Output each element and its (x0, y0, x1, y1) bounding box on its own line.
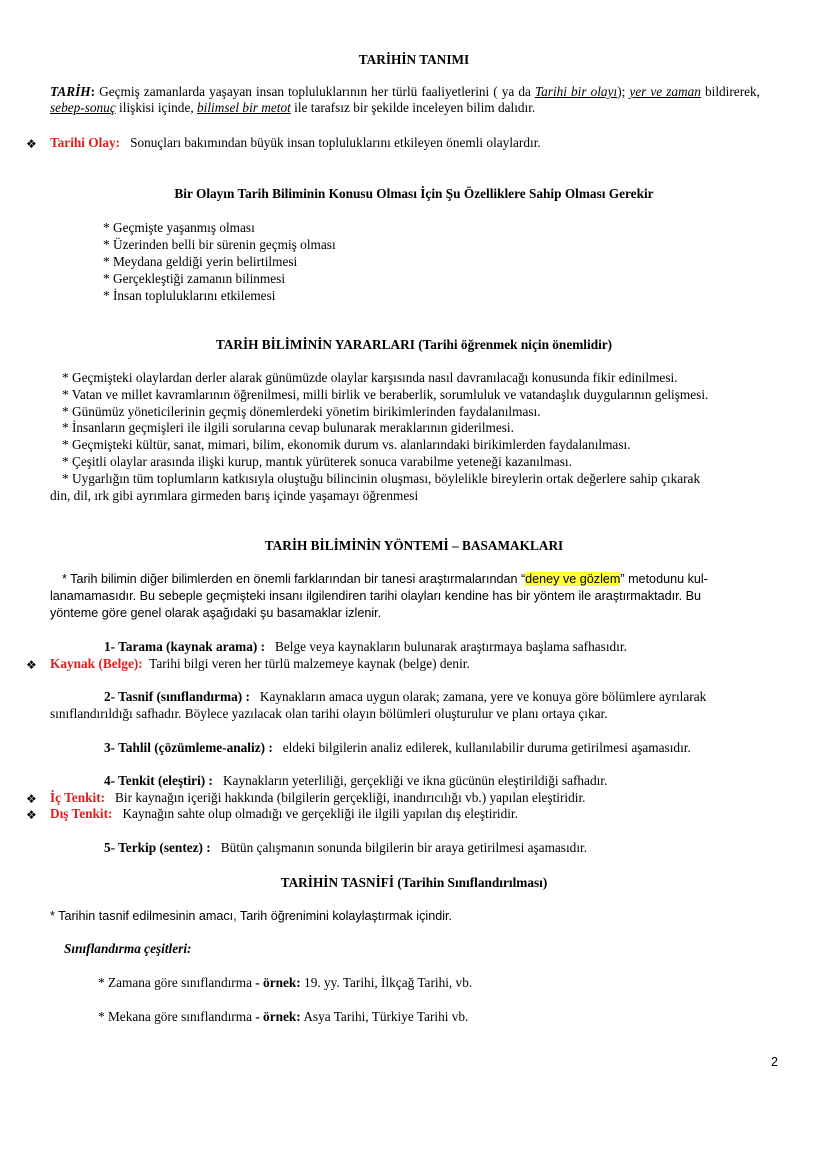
step-1: 1- Tarama (kaynak arama) : Belge veya kaynakların bulunarak araştırmaya başlama safhasıdır. (104, 639, 627, 654)
diamond-bullet-icon: ❖ (26, 137, 37, 151)
list-item-continuation: din, dil, ırk gibi ayrımlara girmeden barış içinde yaşamayı öğrenmesi (50, 487, 419, 503)
list-item: * Geçmişte yaşanmış olması (103, 220, 255, 235)
benefits-list (50, 370, 708, 504)
step-4: 4- Tenkit (eleştiri) : Kaynakların yeterliliği, gerçekliği ve ikna gücünün eleştirildiği safhadır. (104, 773, 608, 788)
classification-purpose: * Tarihin tasnif edilmesinin amacı, Tarih öğrenimini kolaylaştırmak içindir. (50, 909, 453, 923)
conditions-heading: Bir Olayın Tarih Biliminin Konusu Olması İçin Şu Özelliklere Sahip Olması Gerekir (174, 186, 654, 201)
diamond-bullet-icon: ❖ (26, 792, 37, 806)
highlighted-text: deney ve gözlem (525, 572, 621, 586)
method-heading: TARİH BİLİMİNİN YÖNTEMİ – BASAMAKLARI (264, 538, 564, 553)
list-item: * Vatan ve millet kavramlarının öğrenilmesi, milli birlik ve beraberlik, sorumluluk ve vatandaşlık duygularının gelişmesi. (62, 386, 709, 402)
kaynak-definition: Kaynak (Belge): Tarihi bilgi veren her türlü malzemeye kaynak (belge) denir. (50, 656, 470, 671)
dis-tenkit-definition: Dış Tenkit: Kaynağın sahte olup olmadığı ve gerçekliği ile ilgili yapılan dış eleştiridir. (50, 806, 518, 821)
list-item: * Uygarlığın tüm toplumların katkısıyla oluştuğu bilincinin oluşması, böylelikle bireylerin ortak değerlere sahip çıkarak (62, 470, 701, 486)
step-3: 3- Tahlil (çözümleme-analiz) : eldeki bilgilerin analiz edilerek, kullanılabilir duruma getirilmesi aşamasıdır. (104, 740, 691, 755)
step-2-continuation: sınıflandırıldığı safhadır. Böylece yazılacak olan tarihi olayın bölümleri oluşturulur ve planı ortaya çıkar. (50, 706, 608, 721)
tarihi-olay-term: Tarihi Olay: (50, 135, 121, 150)
list-item: * Çeşitli olaylar arasında ilişki kurup, mantık yürüterek sonuca varabilme yeteneği kazanılması. (62, 453, 572, 469)
definition-paragraph: TARİH: Geçmiş zamanlarda yaşayan insan topluluklarının her türlü faaliyetlerini ( ya da Tarihi bir olayı); yer ve zaman bildirerek, sebep-sonuç ilişkisi içinde, bilimsel bir metot ile tarafsız bir şekilde inceleyen bilim dalıdır. (50, 84, 761, 115)
step-5: 5- Terkip (sentez) : Bütün çalışmanın sonunda bilgilerin bir araya getirilmesi aşamasıdır. (104, 840, 588, 855)
list-item: * Meydana geldiği yerin belirtilmesi (103, 254, 298, 269)
list-item: * Gerçekleştiği zamanın bilinmesi (103, 271, 286, 286)
diamond-bullet-icon: ❖ (26, 658, 37, 672)
classification-types-label: Sınıflandırma çeşitleri: (64, 941, 192, 956)
definition-term: TARİH (50, 84, 91, 99)
list-item: * İnsanların geçmişleri ile ilgili sorularına cevap bulunarak meraklarının giderilmesi. (62, 420, 514, 436)
list-item: * İnsan topluluklarını etkilemesi (103, 288, 276, 303)
classification-by-time: * Zamana göre sınıflandırma - örnek: 19. yy. Tarihi, İlkçağ Tarihi, vb. (98, 975, 473, 990)
benefits-heading: TARİH BİLİMİNİN YARARLARI (Tarihi öğrenmek niçin önemlidir) (215, 337, 613, 352)
list-item: * Günümüz yöneticilerinin geçmiş dönemlerdeki yönetim birikimlerinden faydalanılması. (62, 403, 541, 419)
classification-heading: TARİHİN TASNİFİ (Tarihin Sınıflandırılması) (280, 875, 548, 890)
method-intro: * Tarih bilimin diğer bilimlerden en önemli farklarından bir tanesi araştırmalarından “deney ve gözlem” metodunu kul- lanamamasıdır. Bu sebeple geçmişteki insanı ilgilendiren tarihi olayları kendine has bir yöntem ile araştırmaktadır. Bu yönteme göre genel olarak aşağıdaki şu basamaklar izlenir. (50, 572, 708, 620)
tarihi-olay-line: Tarihi Olay: Sonuçları bakımından büyük insan topluluklarını etkileyen önemli olaylardır. (50, 135, 541, 150)
list-item: * Üzerinden belli bir sürenin geçmiş olması (103, 237, 336, 252)
classification-by-place: * Mekana göre sınıflandırma - örnek: Asya Tarihi, Türkiye Tarihi vb. (98, 1009, 469, 1024)
list-item: * Geçmişteki olaylardan derler alarak günümüzde olaylar karşısında nasıl davranılacağı konusunda fikir edinilmesi. (62, 370, 678, 385)
conditions-list (103, 219, 336, 304)
ic-tenkit-definition: İç Tenkit: Bir kaynağın içeriği hakkında (bilgilerin gerçekliği, inandırıcılığı vb.) yapılan eleştiridir. (50, 790, 586, 805)
list-item: * Geçmişteki kültür, sanat, mimari, bilim, ekonomik durum vs. alanlarındaki birikimlerden faydalanılması. (62, 437, 631, 453)
page-title: TARİHİN TANIMI (358, 52, 470, 67)
page-number: 2 (770, 1055, 778, 1069)
step-2: 2- Tasnif (sınıflandırma) : Kaynakların amaca uygun olarak; zamana, yere ve konuya göre bölümlere ayrılarak (104, 689, 707, 704)
diamond-bullet-icon: ❖ (26, 808, 37, 822)
